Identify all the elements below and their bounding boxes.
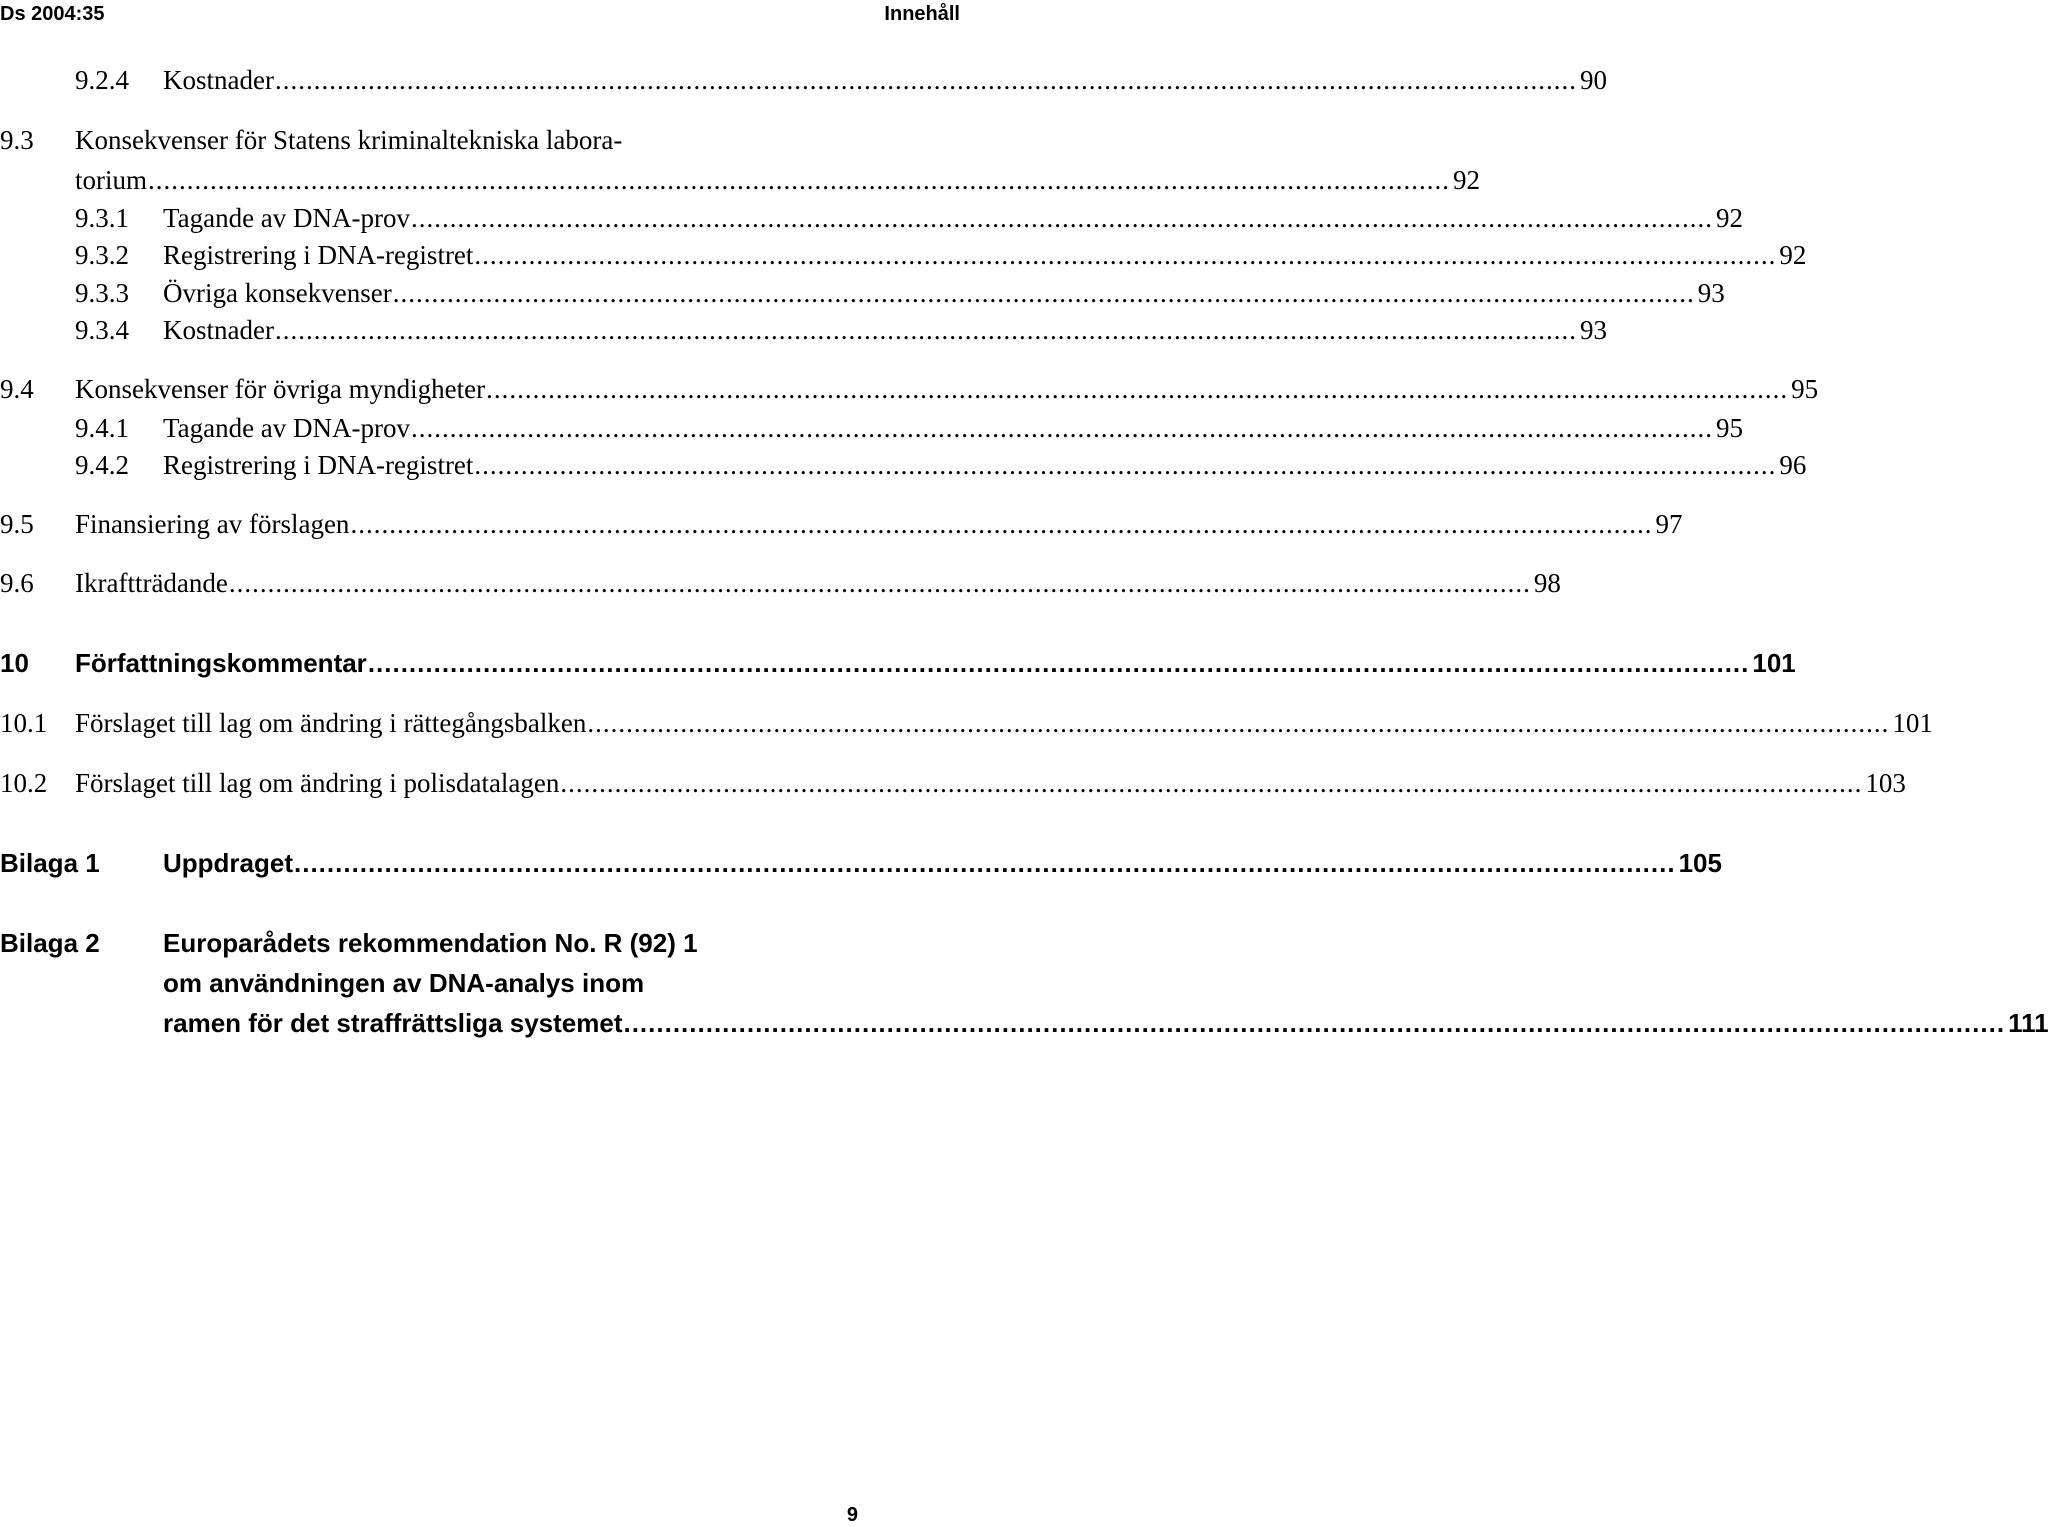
toc-title: Författningskommentar <box>75 648 367 678</box>
toc-appendix-2 <box>163 1006 2049 1040</box>
toc-title: Förslaget till lag om ändring i rättegångsbalken <box>75 708 587 738</box>
toc-chapter-10 <box>0 646 1796 680</box>
toc-leader-dots: ........................................................................................................................................................................ <box>474 240 1777 270</box>
toc-number: 9.2.4 <box>75 65 129 95</box>
toc-entry-9-3 <box>75 163 1480 197</box>
toc-title: Registrering i DNA-registret <box>163 240 474 270</box>
toc-leader-dots: ........................................................................................................................................................................ <box>392 278 1695 308</box>
toc-number: 9.6 <box>0 568 34 598</box>
toc-number: 9.4.1 <box>75 413 129 443</box>
toc-title-line: Europarådets rekommendation No. R (92) 1 <box>163 928 698 958</box>
toc-page-number: 97 <box>1655 509 1683 539</box>
toc-number: 9.3 <box>0 125 34 155</box>
toc-leader-dots: ........................................................................................................................................................................ <box>623 1008 2006 1038</box>
toc-page-number: 103 <box>1865 768 1906 798</box>
toc-leader-dots: ........................................................................................................................................................................ <box>148 165 1450 195</box>
toc-number: 9.5 <box>0 509 34 539</box>
toc-number: 9.3.1 <box>75 203 129 233</box>
toc-entry-9-4 <box>0 372 1819 406</box>
page-number: 9 <box>846 1504 858 1526</box>
toc-entry-9-5 <box>0 507 1683 541</box>
toc-entry-9-4-1 <box>75 411 1744 445</box>
toc-title: Uppdraget <box>163 848 293 878</box>
toc-page-number: 93 <box>1697 278 1725 308</box>
toc-leader-dots: ........................................................................................................................................................................ <box>411 413 1714 443</box>
toc-title: Ikraftträdande <box>75 568 228 598</box>
toc-number: Bilaga 1 <box>0 848 100 878</box>
toc-title: Övriga konsekvenser <box>163 278 392 308</box>
toc-title: Konsekvenser för övriga myndigheter <box>75 374 486 404</box>
toc-page-number: 101 <box>1752 648 1796 678</box>
toc-number: 9.3.4 <box>75 315 129 345</box>
toc-leader-dots: ........................................................................................................................................................................ <box>411 203 1714 233</box>
toc-entry-9-2-4 <box>75 63 1607 97</box>
toc-entry-9-3-4 <box>75 313 1607 347</box>
toc-number: 10 <box>0 648 29 678</box>
toc-number: 9.4.2 <box>75 450 129 480</box>
toc-page-number: 111 <box>2008 1008 2049 1038</box>
toc-title: Registrering i DNA-registret <box>163 450 474 480</box>
toc-leader-dots: ........................................................................................................................................................................ <box>486 374 1789 404</box>
toc-page-number: 93 <box>1579 315 1607 345</box>
toc-page-number: 92 <box>1716 203 1744 233</box>
toc-page-number: 95 <box>1716 413 1744 443</box>
toc-entry-9-3-3 <box>75 276 1725 310</box>
toc-number: Bilaga 2 <box>0 928 100 958</box>
toc-entry-10-2 <box>0 766 1906 800</box>
toc-entry-9-3-2 <box>75 238 1807 272</box>
toc-number: 10.2 <box>0 768 48 798</box>
toc-page-number: 98 <box>1533 568 1561 598</box>
toc-leader-dots: ........................................................................................................................................................................ <box>350 509 1653 539</box>
toc-title: Finansiering av förslagen <box>75 509 350 539</box>
toc-title: Kostnader <box>163 65 274 95</box>
toc-page-number: 105 <box>1678 848 1722 878</box>
toc-leader-dots: ........................................................................................................................................................................ <box>294 848 1676 878</box>
toc-title: Tagande av DNA-prov <box>163 203 411 233</box>
toc-page-number: 92 <box>1779 240 1807 270</box>
running-header-left: Ds 2004:35 <box>0 3 105 25</box>
toc-page-number: 96 <box>1779 450 1807 480</box>
toc-entry-10-1 <box>0 706 1933 740</box>
toc-entry-9-6 <box>0 566 1561 600</box>
toc-entry-9-3-1 <box>75 201 1744 235</box>
toc-number: 9.4 <box>0 374 34 404</box>
toc-title-line: Konsekvenser för Statens kriminaltekniska labora- <box>75 125 623 155</box>
toc-page-number: 95 <box>1791 374 1819 404</box>
toc-number: 10.1 <box>0 708 48 738</box>
toc-leader-dots: ........................................................................................................................................................................ <box>367 648 1750 678</box>
toc-title-line: om användningen av DNA-analys inom <box>163 968 645 998</box>
toc-page-number: 101 <box>1892 708 1933 738</box>
toc-page-number: 90 <box>1579 65 1607 95</box>
toc-title: Kostnader <box>163 315 274 345</box>
toc-entry-9-4-2 <box>75 448 1807 482</box>
running-header-right: Innehåll <box>884 3 960 25</box>
toc-title: torium <box>75 165 147 195</box>
toc-page-number: 92 <box>1453 165 1480 195</box>
toc-leader-dots: ........................................................................................................................................................................ <box>274 65 1577 95</box>
toc-leader-dots: ........................................................................................................................................................................ <box>560 768 1863 798</box>
toc-title: ramen för det straffrättsliga systemet <box>163 1008 623 1038</box>
toc-leader-dots: ........................................................................................................................................................................ <box>274 315 1577 345</box>
toc-title: Förslaget till lag om ändring i polisdatalagen <box>75 768 560 798</box>
toc-leader-dots: ........................................................................................................................................................................ <box>587 708 1890 738</box>
toc-leader-dots: ........................................................................................................................................................................ <box>474 450 1777 480</box>
toc-leader-dots: ........................................................................................................................................................................ <box>228 568 1531 598</box>
toc-number: 9.3.3 <box>75 278 129 308</box>
toc-appendix-1 <box>0 846 1722 880</box>
toc-title: Tagande av DNA-prov <box>163 413 411 443</box>
toc-number: 9.3.2 <box>75 240 129 270</box>
